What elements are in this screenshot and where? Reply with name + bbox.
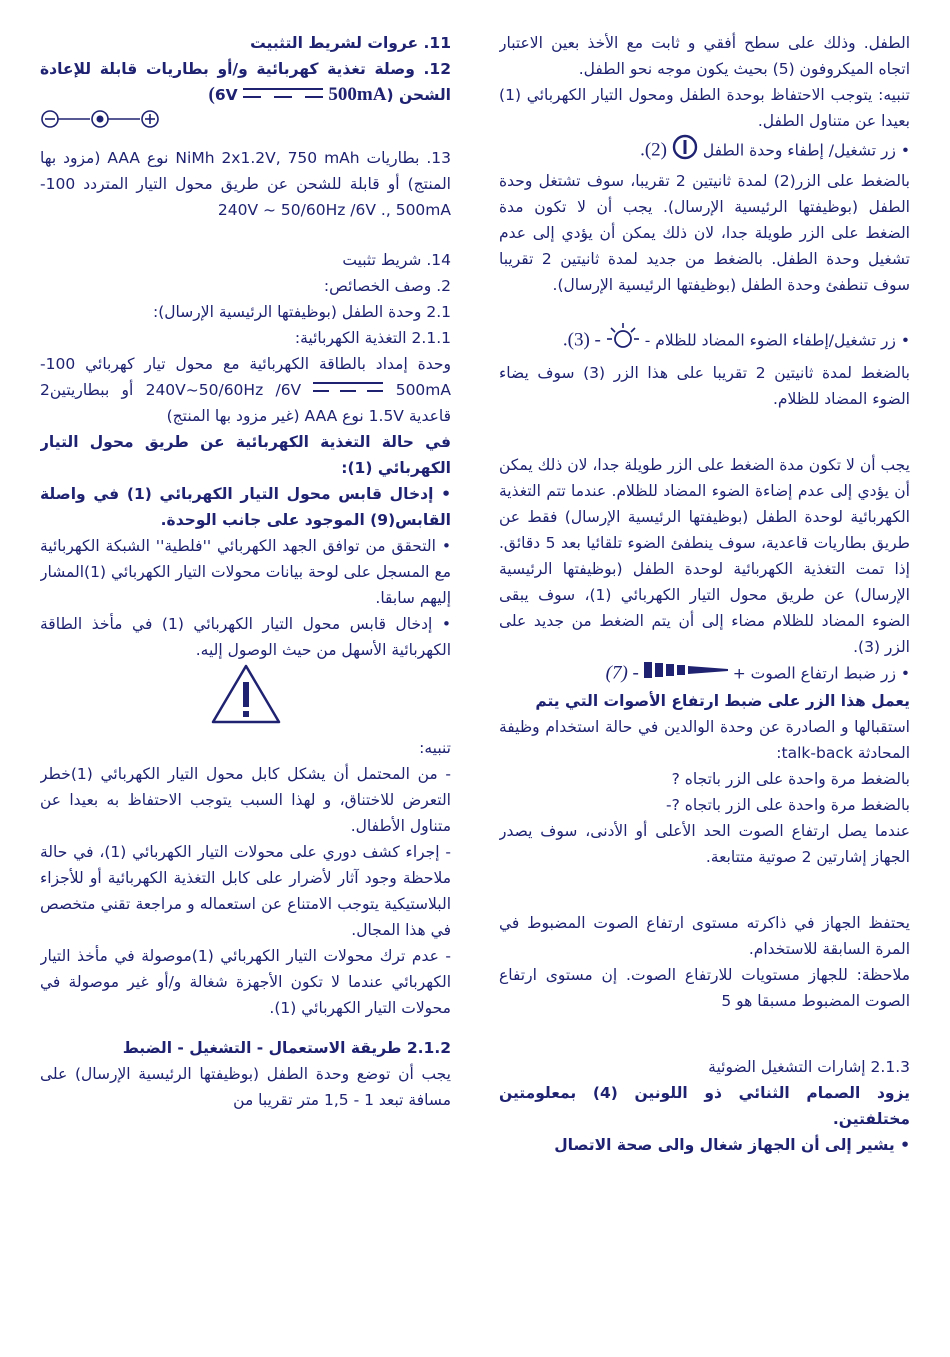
warning-block — [40, 663, 451, 735]
warning-2: - إجراء كشف دوري على محولات التيار الكهربائي (1)، في حالة ملاحظة وجود آثار لأضرار على كابل التغذية الكهربائية أو للأجزاء البلاستيكية يتوجب الامتناع عن استعماله و مراجعة تقني متخصص في هذا المجال. — [40, 843, 451, 939]
section-2-1-1-title: 2.1.1 التغذية الكهربائية: — [294, 328, 451, 347]
polarity-line — [40, 109, 451, 131]
power-button-description: بالضغط على الزر(2) لمدة ثانيتين 2 تقريبا، سوف تشتغل وحدة الطفل (بوظيفتها الرئيسية الإرسال). يجب أن لا تكون مدة الضغط على الزر طويلة جدا، لان ذلك يمكن أن يؤدي إلى عدم تشغيل وحدة الطفل. بالضغط من جديد لمدة ثانيتين 2 تقريبا سوف تنطفئ وحدة الطفل (بوظيفتها الرئيسية الإرسال). — [499, 172, 910, 294]
volume-limit-note: عندما يصل ارتفاع الصوت الحد الأعلى أو الأدنى، سوف يصدر الجهاز إشارتين 2 صوتية متتابعة. — [499, 822, 910, 866]
warning-title: تنبيه: — [419, 739, 451, 757]
warning-1: - من المحتمل أن يشكل كابل محول التيار الكهربائي (1)خطر التعرض للاختناق، و لهذا السبب يتوجب الاحتفاظ به بعيدا عن متناول الأطفال. — [40, 765, 451, 835]
insert-plug-bullet: • إدخال قابس محول التيار الكهربائي (1) في واصلة القابس(9) الموجود على جانب الوحدة. — [40, 485, 451, 529]
volume-description-bold: يعمل هذا الزر على ضبط ارتفاع الأصوات التي يتم — [535, 692, 910, 710]
dc-symbol-icon — [243, 83, 323, 109]
volume-button-line: • زر ضبط ارتفاع الصوت + - (7) — [499, 660, 910, 688]
adapter-supply-heading: في حالة التغذية الكهربائية عن طريق محول التيار الكهربائي (1): — [40, 433, 451, 477]
dc-symbol-icon-2 — [313, 377, 383, 403]
led-description: يزود الصمام الثنائي ذو اللونين (4) بمعلومتين مختلفتين. — [499, 1084, 910, 1128]
sun-icon — [606, 322, 640, 360]
section-2-1-title: 2.1 وحدة الطفل (بوظيفتها الرئيسية الإرسال): — [153, 302, 451, 321]
check-voltage-bullet: • التحقق من توافق الجهد الكهربائي ''فلطية'' الشبكة الكهربائية مع المسجل على لوحة بيانات محولات التيار الكهربائي (1)المشار إليهم سابقا. — [40, 537, 451, 607]
item-11: 11. عروات لشريط التثبيت — [250, 34, 451, 52]
left-column — [40, 30, 451, 1340]
section-2-title: 2. وصف الخصائص: — [323, 276, 451, 295]
placement-description: يجب أن توضع وحدة الطفل (بوظيفتها الرئيسية الإرسال) على مسافة تبعد 1 - 1,5 متر تقريبا من — [40, 1065, 451, 1109]
item-14: 14. شريط تثبيت — [342, 250, 451, 269]
polarity-icon — [40, 109, 160, 137]
power-button-line: • زر تشغيل/ إطفاء وحدة الطفل (2). — [499, 134, 910, 168]
power-icon — [672, 134, 698, 168]
light-button-note: يجب أن لا تكون مدة الضغط على الزر طويلة جدا، لان ذلك يمكن أن يؤدي إلى عدم إضاءة الضوء المضاد للظلام. عندما تتم التغذية الكهربائية لوحدة الطفل (بوظيفتها الرئيسية الإرسال) فقط عن طريق بطاريات قاعدية، سوف ينطفئ الضوء تلقائيا بعد 5 دقائق. إذا تمت التغذية الكهربائية لوحدة الطفل (بوظيفتها الرئيسية الإرسال) عن طريق محول التيار الكهربائي (1)، سوف يبقى الضوء المضاد للظلام مضاء إلى أن يتم الضغط من جديد على الزر (3). — [499, 456, 910, 656]
paragraph-intro-cont: الطفل. وذلك على سطح أفقي و ثابت مع الأخذ بعين الاعتبار اتجاه الميكروفون (5) بحيث يكون موجه نحو الطفل. — [499, 34, 910, 78]
volume-memory-note: يحتفظ الجهاز في ذاكرته مستوى ارتفاع الصوت المضبوط في المرة السابقة للاستخدام. — [499, 914, 910, 958]
plug-outlet-bullet: • إدخال قابس محول التيار الكهربائي (1) في مأخذ الطاقة الكهربائية الأسهل من حيث الوصول إليه. — [40, 615, 451, 659]
volume-levels-note: ملاحظة: للجهاز مستويات للارتفاع الصوت. إن مستوى ارتفاع الصوت المضبوط مسبقا هو 5 — [499, 966, 910, 1010]
manual-page — [40, 30, 910, 1340]
caution-keep-away: تنبيه: يتوجب الاحتفاظ بوحدة الطفل ومحول التيار الكهربائي (1) بعيدا عن متناول الطفل. — [499, 86, 910, 130]
section-2-1-3-title: 2.1.3 إشارات التشغيل الضوئية — [708, 1058, 910, 1076]
supply-description: وحدة إمداد بالطاقة الكهربائية مع محول تيار كهربائي 100-240V~50/60Hz /6V 500mA أو ببطاريتين2 قاعدية 1.5V نوع AAA (غير مزود بها المنتج) — [40, 354, 451, 425]
volume-description: استقبالها و الصادرة عن وحدة الوالدين في حالة استخدام وظيفة المحادثة talk-back: — [499, 718, 910, 762]
right-column — [499, 30, 910, 1340]
item-12: 12. وصلة تغذية كهربائية و/أو بطاريات قابلة للإعادة الشحن (6V 500mA) — [40, 56, 451, 109]
light-button-line: • زر تشغيل/إطفاء الضوء المضاد للظلام - - (3). — [499, 322, 910, 360]
volume-wedge-icon — [644, 660, 728, 688]
led-bullet: • يشير إلى أن الجهاز شغال والى صحة الاتصال — [554, 1136, 910, 1154]
volume-up-line: بالضغط مرة واحدة على الزر باتجاه ? — [671, 770, 910, 788]
section-2-1-2-title: 2.1.2 طريقة الاستعمال - التشغيل - الضبط — [122, 1039, 451, 1057]
item-13: 13. بطاريات NiMh 2x1.2V, 750 mAh نوع AAA (مزود بها المنتج) أو قابلة للشحن عن طريق محول التيار المتردد 100-240V ~ 50/60Hz /6V ., 500mA — [40, 148, 451, 219]
warning-3: - عدم ترك محولات التيار الكهربائي (1)موصولة في مأخذ التيار الكهربائي عندما لا تكون الأجهزة شغالة و/أو غير موصولة في محولات التيار الكهربائي (1). — [40, 947, 451, 1017]
light-button-description: بالضغط لمدة ثانيتين 2 تقريبا على هذا الزر (3) سوف يضاء الضوء المضاد للظلام. — [499, 364, 910, 408]
warning-triangle-icon — [210, 663, 282, 733]
volume-down-line: بالضغط مرة واحدة على الزر باتجاه ?- — [666, 796, 910, 814]
